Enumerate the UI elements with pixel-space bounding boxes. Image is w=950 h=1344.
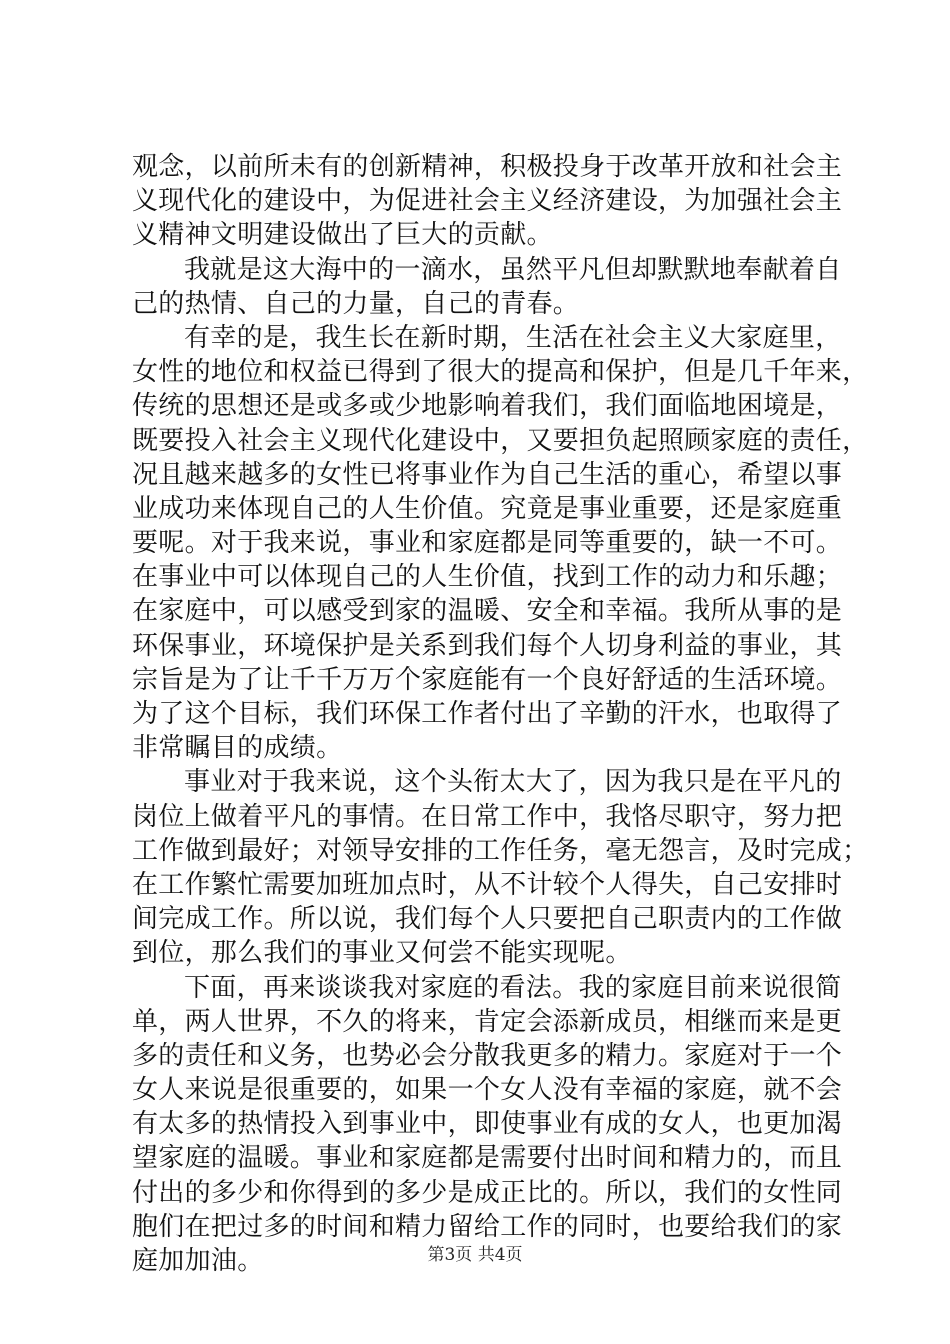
text-line: 既要投入社会主义现代化建设中，又要担负起照顾家庭的责任， bbox=[132, 425, 869, 456]
text-line: 在家庭中，可以感受到家的温暖、安全和幸福。我所从事的是 bbox=[132, 596, 843, 627]
text-line: 下面，再来谈谈我对家庭的看法。我的家庭目前来说很简 bbox=[184, 972, 842, 1003]
text-line: 女性的地位和权益已得到了很大的提高和保护，但是几千年来， bbox=[132, 357, 869, 388]
text-line: 多的责任和义务，也势必会分散我更多的精力。家庭对于一个 bbox=[132, 1040, 843, 1071]
text-line: 业成功来体现自己的人生价值。究竟是事业重要，还是家庭重 bbox=[132, 493, 843, 524]
text-line: 有太多的热情投入到事业中，即使事业有成的女人，也更加渴 bbox=[132, 1109, 843, 1140]
text-line: 要呢。对于我来说，事业和家庭都是同等重要的，缺一不可。 bbox=[132, 528, 843, 559]
text-line: 事业对于我来说，这个头衔太大了，因为我只是在平凡的 bbox=[184, 767, 842, 798]
text-line: 义精神文明建设做出了巨大的贡献。 bbox=[132, 220, 553, 251]
paragraph bbox=[132, 971, 843, 1279]
text-line: 女人来说是很重要的，如果一个女人没有幸福的家庭，就不会 bbox=[132, 1075, 843, 1106]
text-line: 观念，以前所未有的创新精神，积极投身于改革开放和社会主 bbox=[132, 152, 843, 182]
text-line: 宗旨是为了让千千万万个家庭能有一个良好舒适的生活环境。 bbox=[132, 664, 843, 695]
text-line: 岗位上做着平凡的事情。在日常工作中，我恪尽职守，努力把 bbox=[132, 801, 843, 832]
text-line: 传统的思想还是或多或少地影响着我们，我们面临地困境是， bbox=[132, 391, 843, 422]
text-line: 环保事业，环境保护是关系到我们每个人切身利益的事业，其 bbox=[132, 630, 843, 661]
paragraph bbox=[132, 765, 869, 970]
text-line: 间完成工作。所以说，我们每个人只要把自己职责内的工作做 bbox=[132, 904, 843, 935]
paragraph bbox=[132, 321, 869, 765]
text-line: 望家庭的温暖。事业和家庭都是需要付出时间和精力的，而且 bbox=[132, 1143, 843, 1174]
text-line: 非常瞩目的成绩。 bbox=[132, 733, 343, 764]
paragraph bbox=[132, 150, 843, 253]
page-footer: 第3页 共4页 bbox=[427, 1245, 523, 1265]
text-line: 有幸的是，我生长在新时期，生活在社会主义大家庭里， bbox=[184, 322, 842, 353]
paragraph bbox=[132, 253, 842, 321]
text-line: 义现代化的建设中，为促进社会主义经济建设，为加强社会主 bbox=[132, 186, 843, 217]
text-line: 单，两人世界，不久的将来，肯定会添新成员，相继而来是更 bbox=[132, 1006, 843, 1037]
text-line: 胞们在把过多的时间和精力留给工作的同时，也要给我们的家 bbox=[132, 1211, 843, 1242]
text-line: 到位，那么我们的事业又何尝不能实现呢。 bbox=[132, 938, 632, 969]
document-body bbox=[132, 150, 869, 1278]
text-line: 在工作繁忙需要加班加点时，从不计较个人得失，自己安排时 bbox=[132, 869, 843, 900]
text-line: 况且越来越多的女性已将事业作为自己生活的重心，希望以事 bbox=[132, 459, 843, 490]
text-line: 付出的多少和你得到的多少是成正比的。所以，我们的女性同 bbox=[132, 1177, 843, 1208]
text-line: 在事业中可以体现自己的人生价值，找到工作的动力和乐趣； bbox=[132, 562, 843, 593]
text-line: 己的热情、自己的力量，自己的青春。 bbox=[132, 288, 580, 319]
text-line: 我就是这大海中的一滴水，虽然平凡但却默默地奉献着自 bbox=[184, 254, 842, 285]
text-line: 为了这个目标，我们环保工作者付出了辛勤的汗水，也取得了 bbox=[132, 699, 843, 729]
text-line: 庭加加油。 bbox=[132, 1246, 264, 1276]
text-line: 工作做到最好；对领导安排的工作任务，毫无怨言，及时完成； bbox=[132, 835, 869, 866]
